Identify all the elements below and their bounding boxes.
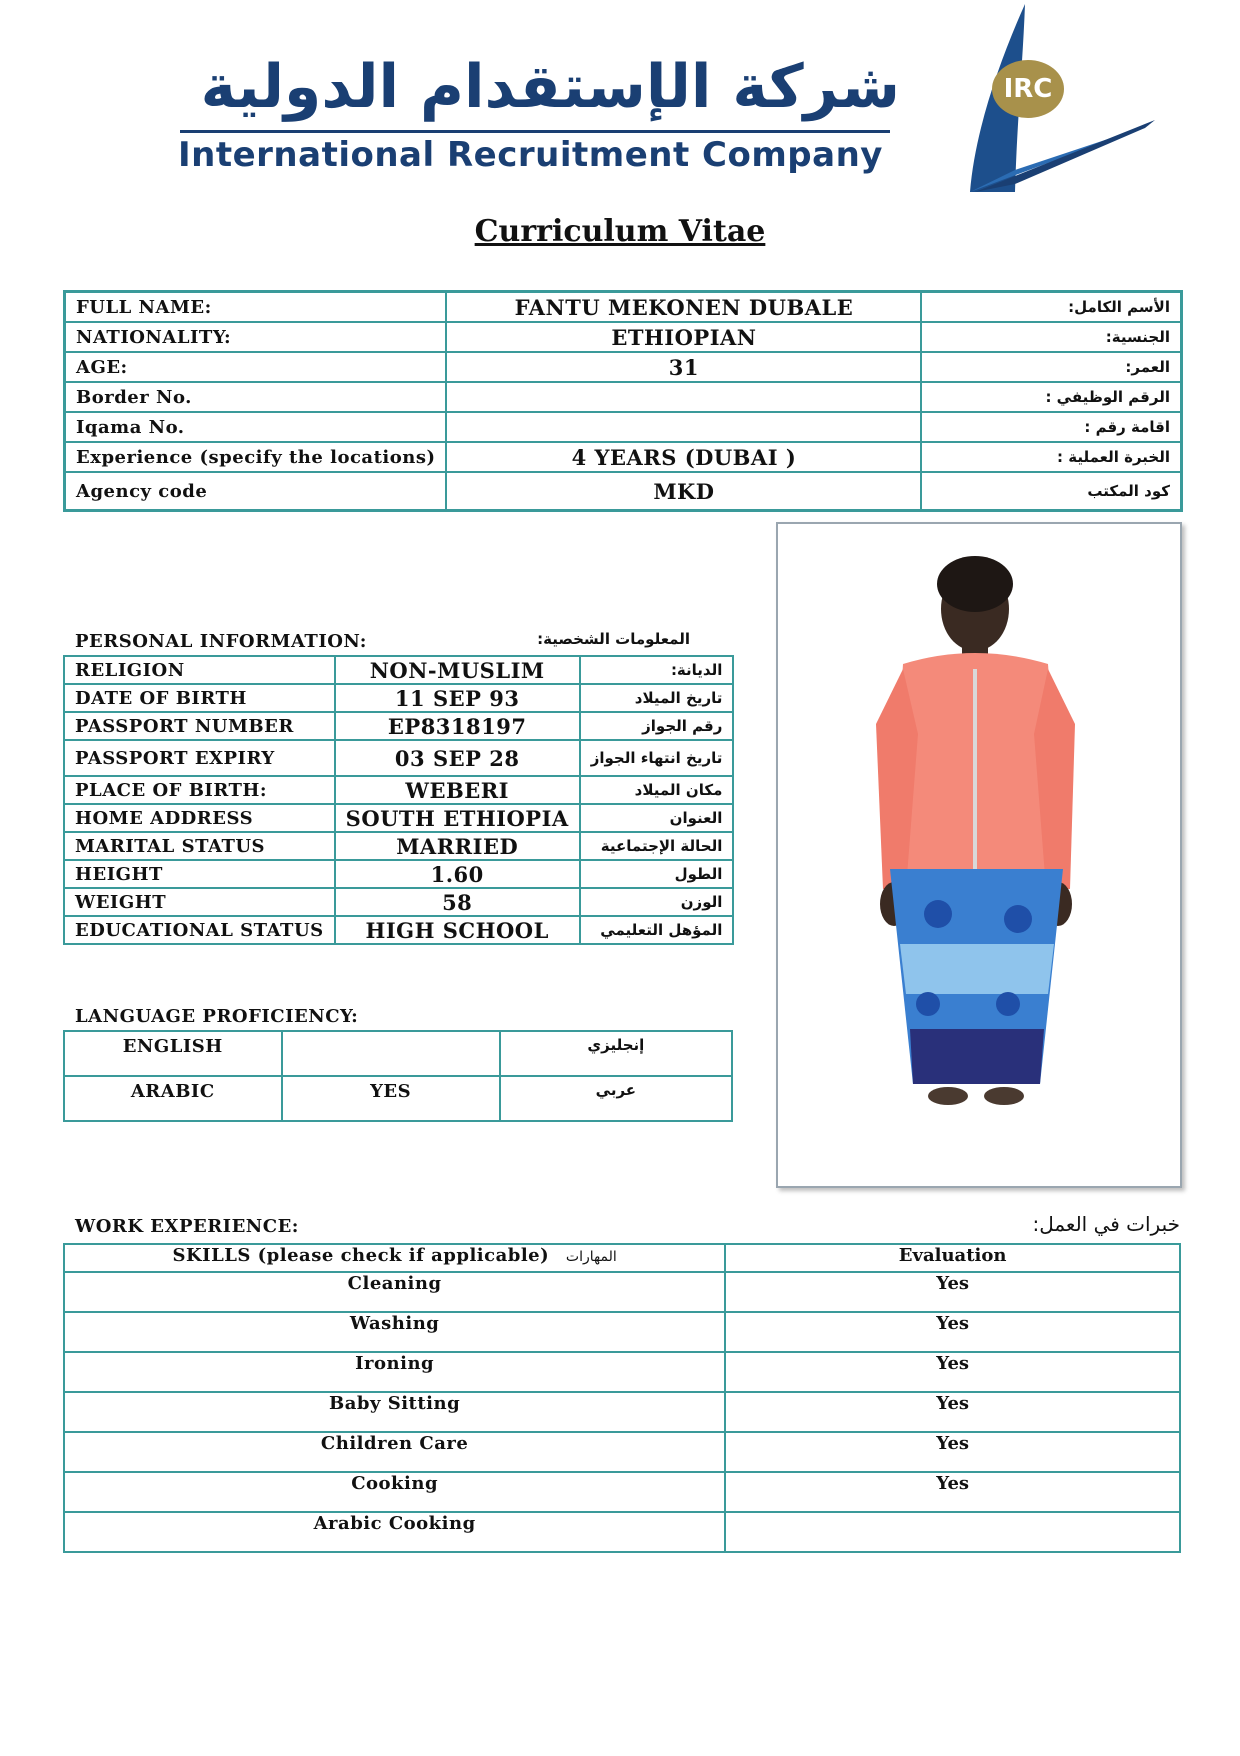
candidate-photo [776,522,1182,1188]
field-label-arabic: رقم الجواز [580,712,734,740]
table-row [64,1472,1180,1512]
evaluation-header: Evaluation [725,1244,1180,1272]
field-label-arabic: الرقم الوظيفي : [921,382,1181,412]
field-label-arabic: الحالة الإجتماعية [580,832,734,860]
language-label: ARABIC [64,1076,282,1121]
table-row [64,1352,1180,1392]
work-experience-heading: WORK EXPERIENCE: [75,1216,299,1237]
language-table [63,1030,733,1122]
field-label: MARITAL STATUS [64,832,335,860]
skill-name: Cooking [64,1472,725,1512]
home-address-value: SOUTH ETHIOPIA [335,804,580,832]
passport-expiry-value: 03 SEP 28 [335,740,580,776]
table-row [64,832,733,860]
skills-header-arabic: المهارات [565,1249,617,1265]
company-name-english: International Recruitment Company [178,135,883,175]
experience-value: 4 YEARS (DUBAI ) [446,442,921,472]
table-header-row [64,1244,1180,1272]
field-label-arabic: تاريخ الميلاد [580,684,734,712]
table-row [64,1076,732,1121]
skill-evaluation: Yes [725,1352,1180,1392]
iqama-no-value [446,412,921,442]
personal-info-heading-arabic: المعلومات الشخصية: [537,630,690,648]
height-value: 1.60 [335,860,580,888]
skill-evaluation: Yes [725,1392,1180,1432]
field-label: PLACE OF BIRTH: [64,776,335,804]
field-label: EDUCATIONAL STATUS [64,916,335,944]
table-row [64,712,733,740]
table-row [64,860,733,888]
field-label: NATIONALITY: [65,322,447,352]
skill-evaluation: Yes [725,1312,1180,1352]
field-label: Agency code [65,472,447,511]
field-label: DATE OF BIRTH [64,684,335,712]
field-label-arabic: مكان الميلاد [580,776,734,804]
place-of-birth-value: WEBERI [335,776,580,804]
table-row [65,292,1182,323]
field-label: Experience (specify the locations) [65,442,447,472]
field-label-arabic: الأسم الكامل: [921,292,1181,323]
skill-evaluation: Yes [725,1472,1180,1512]
field-label-arabic: المؤهل التعليمي [580,916,734,944]
skill-name: Ironing [64,1352,725,1392]
table-row [64,776,733,804]
field-label: Border No. [65,382,447,412]
date-of-birth-value: 11 SEP 93 [335,684,580,712]
company-logo [160,0,1170,210]
skill-name: Arabic Cooking [64,1512,725,1552]
field-label-arabic: العمر: [921,352,1181,382]
table-row [64,1031,732,1076]
main-info-table [63,290,1183,512]
field-label: WEIGHT [64,888,335,916]
table-row [65,322,1182,352]
table-row [64,1392,1180,1432]
language-heading: LANGUAGE PROFICIENCY: [75,1006,359,1027]
border-no-value [446,382,921,412]
field-label: PASSPORT NUMBER [64,712,335,740]
field-label-arabic: الوزن [580,888,734,916]
personal-info-table [63,655,734,945]
table-row [64,1432,1180,1472]
language-label-arabic: عربي [500,1076,732,1121]
skill-name: Children Care [64,1432,725,1472]
table-row [64,1312,1180,1352]
table-row [64,804,733,832]
field-label: Iqama No. [65,412,447,442]
passport-number-value: EP8318197 [335,712,580,740]
company-name-arabic: شركة الإستقدام الدولية [200,52,900,122]
field-label: HEIGHT [64,860,335,888]
field-label-arabic: الخبرة العملية : [921,442,1181,472]
full-name-value: FANTU MEKONEN DUBALE [446,292,921,323]
field-label: AGE: [65,352,447,382]
table-row [64,1272,1180,1312]
work-experience-table [63,1243,1181,1553]
field-label-arabic: تاريخ انتهاء الجواز [580,740,734,776]
table-row [64,1512,1180,1552]
field-label-arabic: الجنسية: [921,322,1181,352]
marital-status-value: MARRIED [335,832,580,860]
skill-evaluation: Yes [725,1432,1180,1472]
field-label-arabic: العنوان [580,804,734,832]
table-row [65,352,1182,382]
skill-name: Cleaning [64,1272,725,1312]
page-title: Curriculum Vitae [474,214,766,249]
nationality-value: ETHIOPIAN [446,322,921,352]
skill-name: Washing [64,1312,725,1352]
irc-badge: IRC [992,60,1064,118]
english-value [282,1031,500,1076]
field-label: RELIGION [64,656,335,684]
skills-header [64,1244,725,1272]
field-label-arabic: الطول [580,860,734,888]
field-label-arabic: الديانة: [580,656,734,684]
language-label: ENGLISH [64,1031,282,1076]
person-photo-icon [778,524,1180,1186]
field-label: HOME ADDRESS [64,804,335,832]
field-label-arabic: اقامة رقم : [921,412,1181,442]
language-label-arabic: إنجليزي [500,1031,732,1076]
skill-evaluation [725,1512,1180,1552]
skill-evaluation: Yes [725,1272,1180,1312]
educational-status-value: HIGH SCHOOL [335,916,580,944]
table-row [64,916,733,944]
logo-rule [180,130,890,133]
table-row [65,382,1182,412]
table-row [65,442,1182,472]
skill-name: Baby Sitting [64,1392,725,1432]
table-row [64,740,733,776]
table-row [65,472,1182,511]
field-label: FULL NAME: [65,292,447,323]
weight-value: 58 [335,888,580,916]
table-row [64,656,733,684]
table-row [65,412,1182,442]
personal-info-heading: PERSONAL INFORMATION: [75,631,367,652]
arabic-value: YES [282,1076,500,1121]
skills-header-label: SKILLS (please check if applicable) [172,1245,550,1266]
table-row [64,684,733,712]
work-experience-heading-arabic: خبرات في العمل: [1032,1212,1180,1236]
table-row [64,888,733,916]
religion-value: NON-MUSLIM [335,656,580,684]
age-value: 31 [446,352,921,382]
field-label: PASSPORT EXPIRY [64,740,335,776]
field-label-arabic: كود المكتب [921,472,1181,511]
agency-code-value: MKD [446,472,921,511]
